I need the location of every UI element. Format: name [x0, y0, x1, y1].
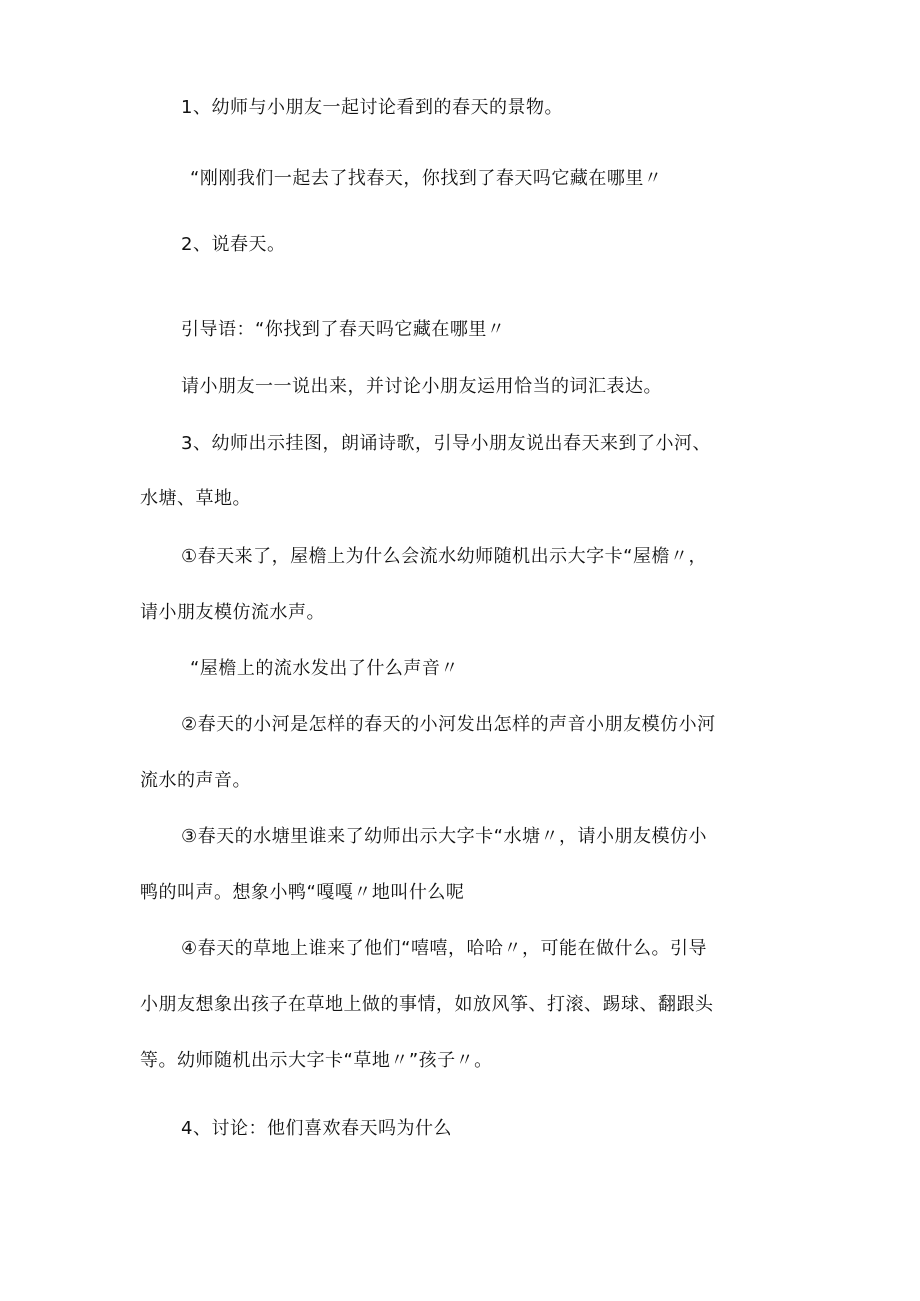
step-2-instruction: 请小朋友一一说出来，并讨论小朋友运用恰当的词汇表达。	[181, 376, 662, 397]
step-1-heading: 1、幼师与小朋友一起讨论看到的春天的景物。	[181, 97, 563, 118]
item-3-text-cont: 鸭的叫声。想象小鸭“嘎嘎〃地叫什么呢	[140, 882, 465, 903]
item-1-text-cont: 请小朋友模仿流水声。	[140, 602, 325, 623]
step-4-heading: 4、讨论：他们喜欢春天吗为什么	[181, 1118, 452, 1139]
step-3-heading: 3、幼师出示挂图，朗诵诗歌，引导小朋友说出春天来到了小河、	[181, 433, 711, 454]
item-4-text-cont-2: 等。幼师随机出示大字卡“草地〃”孩子〃。	[140, 1050, 493, 1071]
step-1-quote: “刚刚我们一起去了找春天，你找到了春天吗它藏在哪里〃	[190, 168, 663, 189]
item-2-text: ②春天的小河是怎样的春天的小河发出怎样的声音小朋友模仿小河	[181, 714, 716, 735]
item-4-text-cont-1: 小朋友想象出孩子在草地上做的事情，如放风筝、打滚、踢球、翻跟头	[140, 994, 714, 1015]
guiding-question: 引导语：“你找到了春天吗它藏在哪里〃	[181, 319, 506, 340]
item-1-quote: “屋檐上的流水发出了什么声音〃	[190, 658, 459, 679]
item-2-text-cont: 流水的声音。	[140, 770, 251, 791]
item-3-text: ③春天的水塘里谁来了幼师出示大字卡“水塘〃，请小朋友模仿小	[181, 826, 707, 847]
step-3-heading-cont: 水塘、草地。	[140, 488, 251, 509]
step-2-heading: 2、说春天。	[181, 234, 286, 255]
item-1-text: ①春天来了，屋檐上为什么会流水幼师随机出示大字卡“屋檐〃，	[181, 546, 707, 567]
item-4-text: ④春天的草地上谁来了他们“嘻嘻，哈哈〃，可能在做什么。引导	[181, 938, 707, 959]
